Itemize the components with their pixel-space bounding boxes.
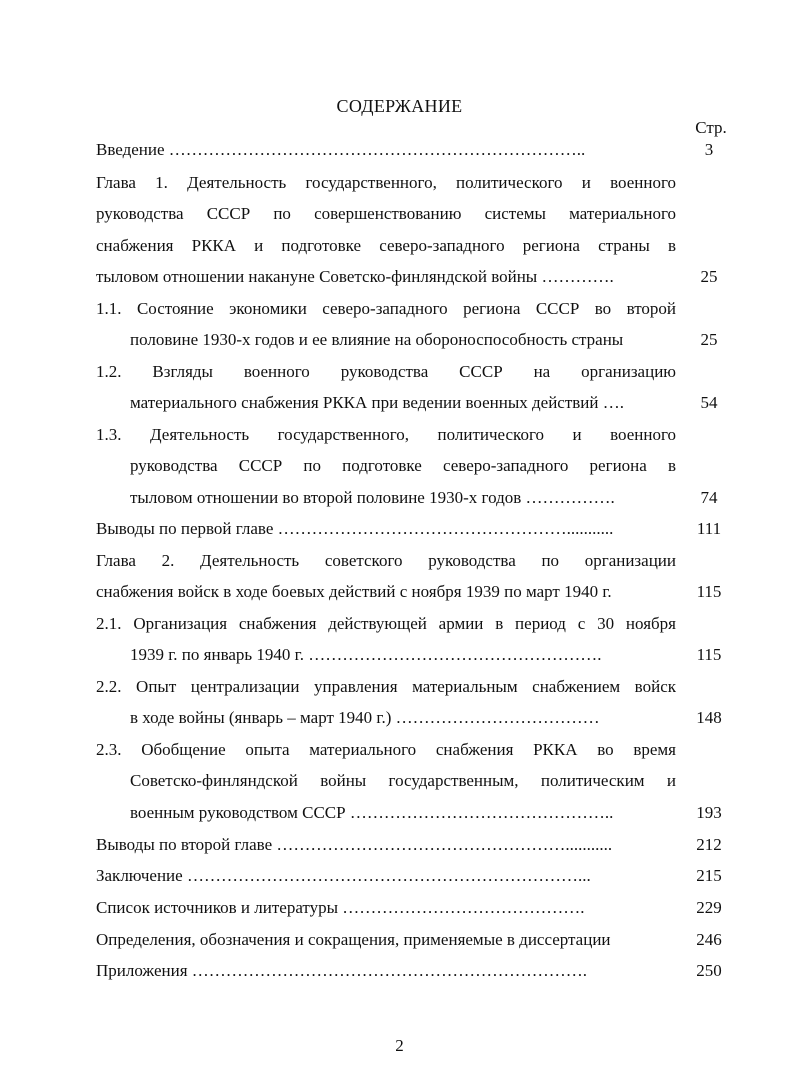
toc-page-number: 25 [700,330,718,349]
toc-page-number: 250 [696,961,722,980]
toc-entry-line: 1.1. Состояние экономики северо-западного региона СССР во второй [96,299,676,318]
toc-entry-line: военным руководством СССР ……………………………………….. [130,803,614,822]
toc-entry-line: Глава 2. Деятельность советского руководства по организации [96,551,676,570]
page-title: СОДЕРЖАНИЕ [336,96,463,116]
toc-page-number: 148 [696,708,722,727]
toc-page-number: 3 [704,140,714,159]
toc-entry-line: Определения, обозначения и сокращения, применяемые в диссертации [96,930,611,949]
toc-entry-line: тыловом отношении во второй половине 1930-х годов ……………. [130,488,615,507]
toc-entry-line: Советско-финляндской войны государственным, политическим и [130,771,676,790]
toc-entry-line: Введение ……………………………………………………………….. [96,140,586,159]
toc-entry-line: 2.3. Обобщение опыта материального снабжения РККА во время [96,740,676,759]
toc-entry-line: материального снабжения РККА при ведении военных действий …. [130,393,625,412]
toc-page-number: 115 [696,645,722,664]
toc-page-number: 25 [700,267,718,286]
toc-page-number: 212 [696,835,722,854]
toc-entry-line: 1939 г. по январь 1940 г. ……………………………………………. [130,645,602,664]
toc-entry-line: руководства СССР по совершенствованию системы материального [96,204,676,223]
toc-entry-line: Глава 1. Деятельность государственного, политического и военного [96,173,676,192]
page-column-label: Стр. [695,118,727,137]
toc-entry-line: тыловом отношении накануне Советско-финляндской войны …………. [96,267,614,286]
toc-entry-line: Выводы по первой главе ……………………………………………........... [96,519,614,538]
toc-entry-line: 1.2. Взгляды военного руководства СССР на организацию [96,362,676,381]
toc-entry-line: снабжения РККА и подготовке северо-западного региона страны в [96,236,676,255]
toc-entry-line: в ходе войны (январь – март 1940 г.) ……………………………… [130,708,600,727]
toc-entry-line: Выводы по второй главе ……………………………………………........... [96,835,613,854]
page-number: 2 [395,1036,404,1055]
toc-entry-line: 1.3. Деятельность государственного, политического и военного [96,425,676,444]
toc-entry-line: половине 1930-х годов и ее влияние на обороноспособность страны [130,330,624,349]
toc-page-number: 229 [696,898,722,917]
toc-entry-line: руководства СССР по подготовке северо-западного региона в [130,456,676,475]
toc-entry-line: снабжения войск в ходе боевых действий с ноября 1939 по март 1940 г. [96,582,612,601]
toc-page-number: 193 [696,803,722,822]
toc-entry-line: 2.1. Организация снабжения действующей армии в период с 30 ноября [96,614,676,633]
toc-entry-line: 2.2. Опыт централизации управления материальным снабжением войск [96,677,676,696]
toc-page-number: 54 [700,393,718,412]
toc-page-number: 246 [696,930,722,949]
toc-page-number: 111 [696,519,722,538]
toc-entry-line: Приложения ……………………………………………………………. [96,961,588,980]
toc-entry-line: Заключение ……………………………………………………………... [96,866,591,885]
toc-entry-line: Список источников и литературы ……………………………………. [96,898,585,917]
toc-page-number: 115 [696,582,722,601]
toc-page-number: 74 [700,488,718,507]
toc-page-number: 215 [696,866,722,885]
